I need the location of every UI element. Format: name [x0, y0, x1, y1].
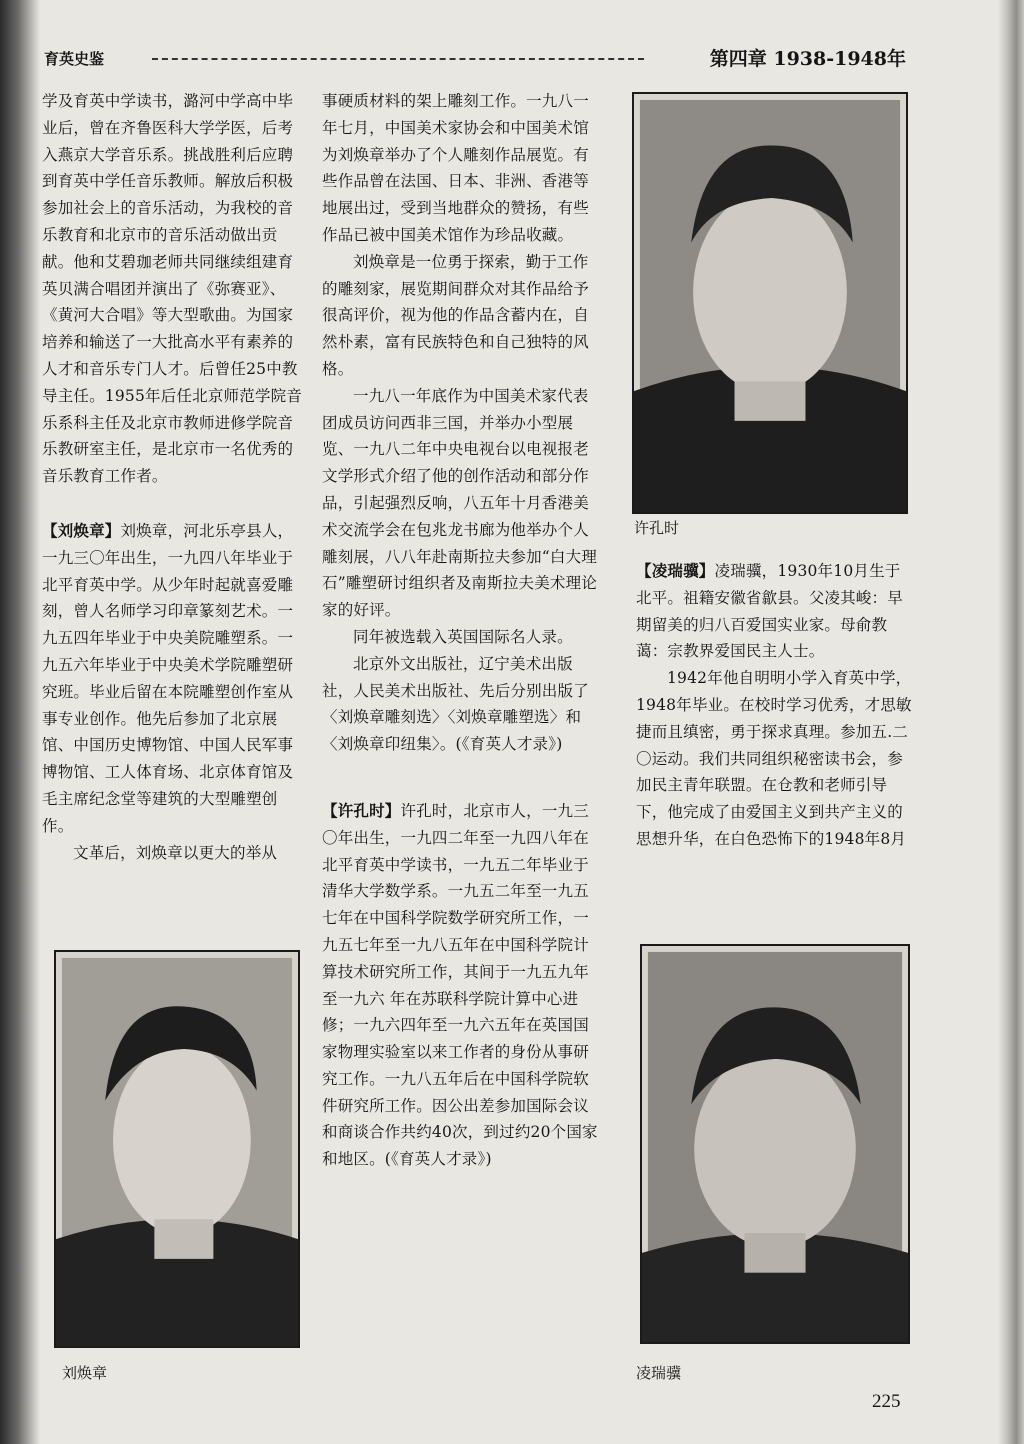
- chapter-title: 第四章 1938-1948年: [709, 48, 906, 70]
- header-dashed-rule: [152, 58, 644, 60]
- portrait-photo-liu: [54, 950, 300, 1348]
- liu-name-label: 【刘焕章】: [42, 521, 121, 540]
- column-left: [42, 88, 304, 866]
- paragraph-liu-publications: 北京外文出版社，辽宁美术出版社，人民美术出版社、先后分别出版了〈刘焕章雕刻选〉〈刘焕章雕塑选〉和〈刘焕章印纽集〉。(《育英人才录》): [322, 654, 589, 754]
- xu-bio-text: 许孔时，北京市人，一九三〇年出生，一九四二年至一九四八年在北平育英中学读书，一九五二年毕业于清华大学数学系。一九五二年至一九五七年在中国科学院数学研究所工作，一九五七年至一九八五年在中国科学院计算技术研究所工作，其间于一九五九年至一九六 年在苏联科学院计算中心进修；一九六四年至一九六五年在英国国家物理实验室以来工作者的身份从事研究工作。一九八五年后在中国科学院软件研究所工作。因公出差参加国际会议和商谈合作共约40次，到过约20个国家和地区。(《育英人才录》): [322, 801, 598, 1169]
- portrait-photo-ling: [640, 944, 910, 1344]
- paragraph-prev-bio: 学及育英中学读书，潞河中学高中毕业后，曾在齐鲁医科大学学医，后考入燕京大学音乐系。挑战胜利后应聘到育英中学任音乐教师。解放后积极参加社会上的音乐活动，为我校的音乐教育和北京市的音乐活动做出贡献。他和艾碧珈老师共同继续组建育英贝满合唱团并演出了《弥赛亚》、《黄河大合唱》等大型歌曲。为国家培养和输送了一大批高水平有素养的人才和音乐专门人才。后曾任25中教导主任。1955年后任北京师范学院音乐系科主任及北京市教师进修学院音乐教研室主任，是北京市一名优秀的音乐教育工作者。: [42, 92, 303, 486]
- book-binding-shadow: [0, 0, 40, 1444]
- paragraph-ling-school: 1942年他自明明小学入育英中学，1948年毕业。在校时学习优秀，才思敏捷而且缜密，勇于探求真理。参加五.二〇运动。我们共同组织秘密读书会，参加民主青年联盟。在仓教和老师引导下，他完成了由爱国主义到共产主义的思想升华，在白色恐怖下的1948年8月: [636, 669, 912, 848]
- column-right: [636, 558, 916, 853]
- book-title: 育英史鉴: [44, 50, 105, 68]
- column-middle: [322, 88, 604, 1173]
- paragraph-liu-works: 事硬质材料的架上雕刻工作。一九八一年七月，中国美术家协会和中国美术馆为刘焕章举办了个人雕刻作品展览。有些作品曾在法国、日本、非洲、香港等地展出过，受到当地群众的赞扬，有些作品已被中国美术馆作为珍品收藏。: [322, 92, 589, 244]
- paragraph-liu-intro: [42, 518, 304, 840]
- paragraph-liu-honor: 同年被选载入英国国际名人录。: [353, 627, 573, 646]
- caption-xu: 许孔时: [634, 519, 680, 537]
- paragraph-liu-continued: 文革后，刘焕章以更大的举从: [73, 843, 278, 862]
- page-number: 225: [872, 1391, 901, 1412]
- caption-ling: 凌瑞骥: [636, 1364, 682, 1382]
- ling-name-label: 【凌瑞骥】: [636, 562, 715, 580]
- xu-name-label: 【许孔时】: [322, 801, 401, 820]
- ling-intro-text: 凌瑞骥，1930年10月生于北平。祖籍安徽省歙县。父凌其峻：早期留美的归八百爱国实业家。母俞教蔼：宗教界爱国民主人士。: [636, 562, 903, 661]
- paragraph-liu-praise: 刘焕章是一位勇于探索，勤于工作的雕刻家，展览期间群众对其作品给予很高评价，视为他的作品含蓄内在，自然朴素，富有民族特色和自己独特的风格。: [322, 252, 589, 378]
- portrait-photo-xu: [632, 92, 908, 514]
- liu-intro-text: 刘焕章，河北乐亭县人，一九三〇年出生，一九四八年毕业于北平育英中学。从少年时起就喜爱雕刻，曾人名师学习印章篆刻艺术。一九五四年毕业于中央美院雕塑系。一九五六年毕业于中央美术学院雕塑研究班。毕业后留在本院雕塑创作室从事专业创作。他先后参加了北京展馆、中国历史博物馆、中国人民军事博物馆、工人体育场、北京体育馆及毛主席纪念堂等建筑的大型雕塑创作。: [42, 521, 294, 835]
- paragraph-xu-bio: [322, 798, 604, 1173]
- running-header: [44, 44, 906, 74]
- paragraph-liu-abroad: 一九八一年底作为中国美术家代表团成员访问西非三国，并举办小型展览、一九八二年中央电视台以电视报老文学形式介绍了他的创作活动和部分作品，引起强烈反响，八五年十月香港美术交流学会在包兆龙书廊为他举办个人雕刻展，八八年赴南斯拉夫参加“白大理石”雕塑研讨组织者及南斯拉夫美术理论家的好评。: [322, 386, 598, 620]
- caption-liu: 刘焕章: [62, 1364, 108, 1382]
- page-edge-shadow: [998, 0, 1024, 1444]
- paragraph-ling-intro: [636, 558, 916, 665]
